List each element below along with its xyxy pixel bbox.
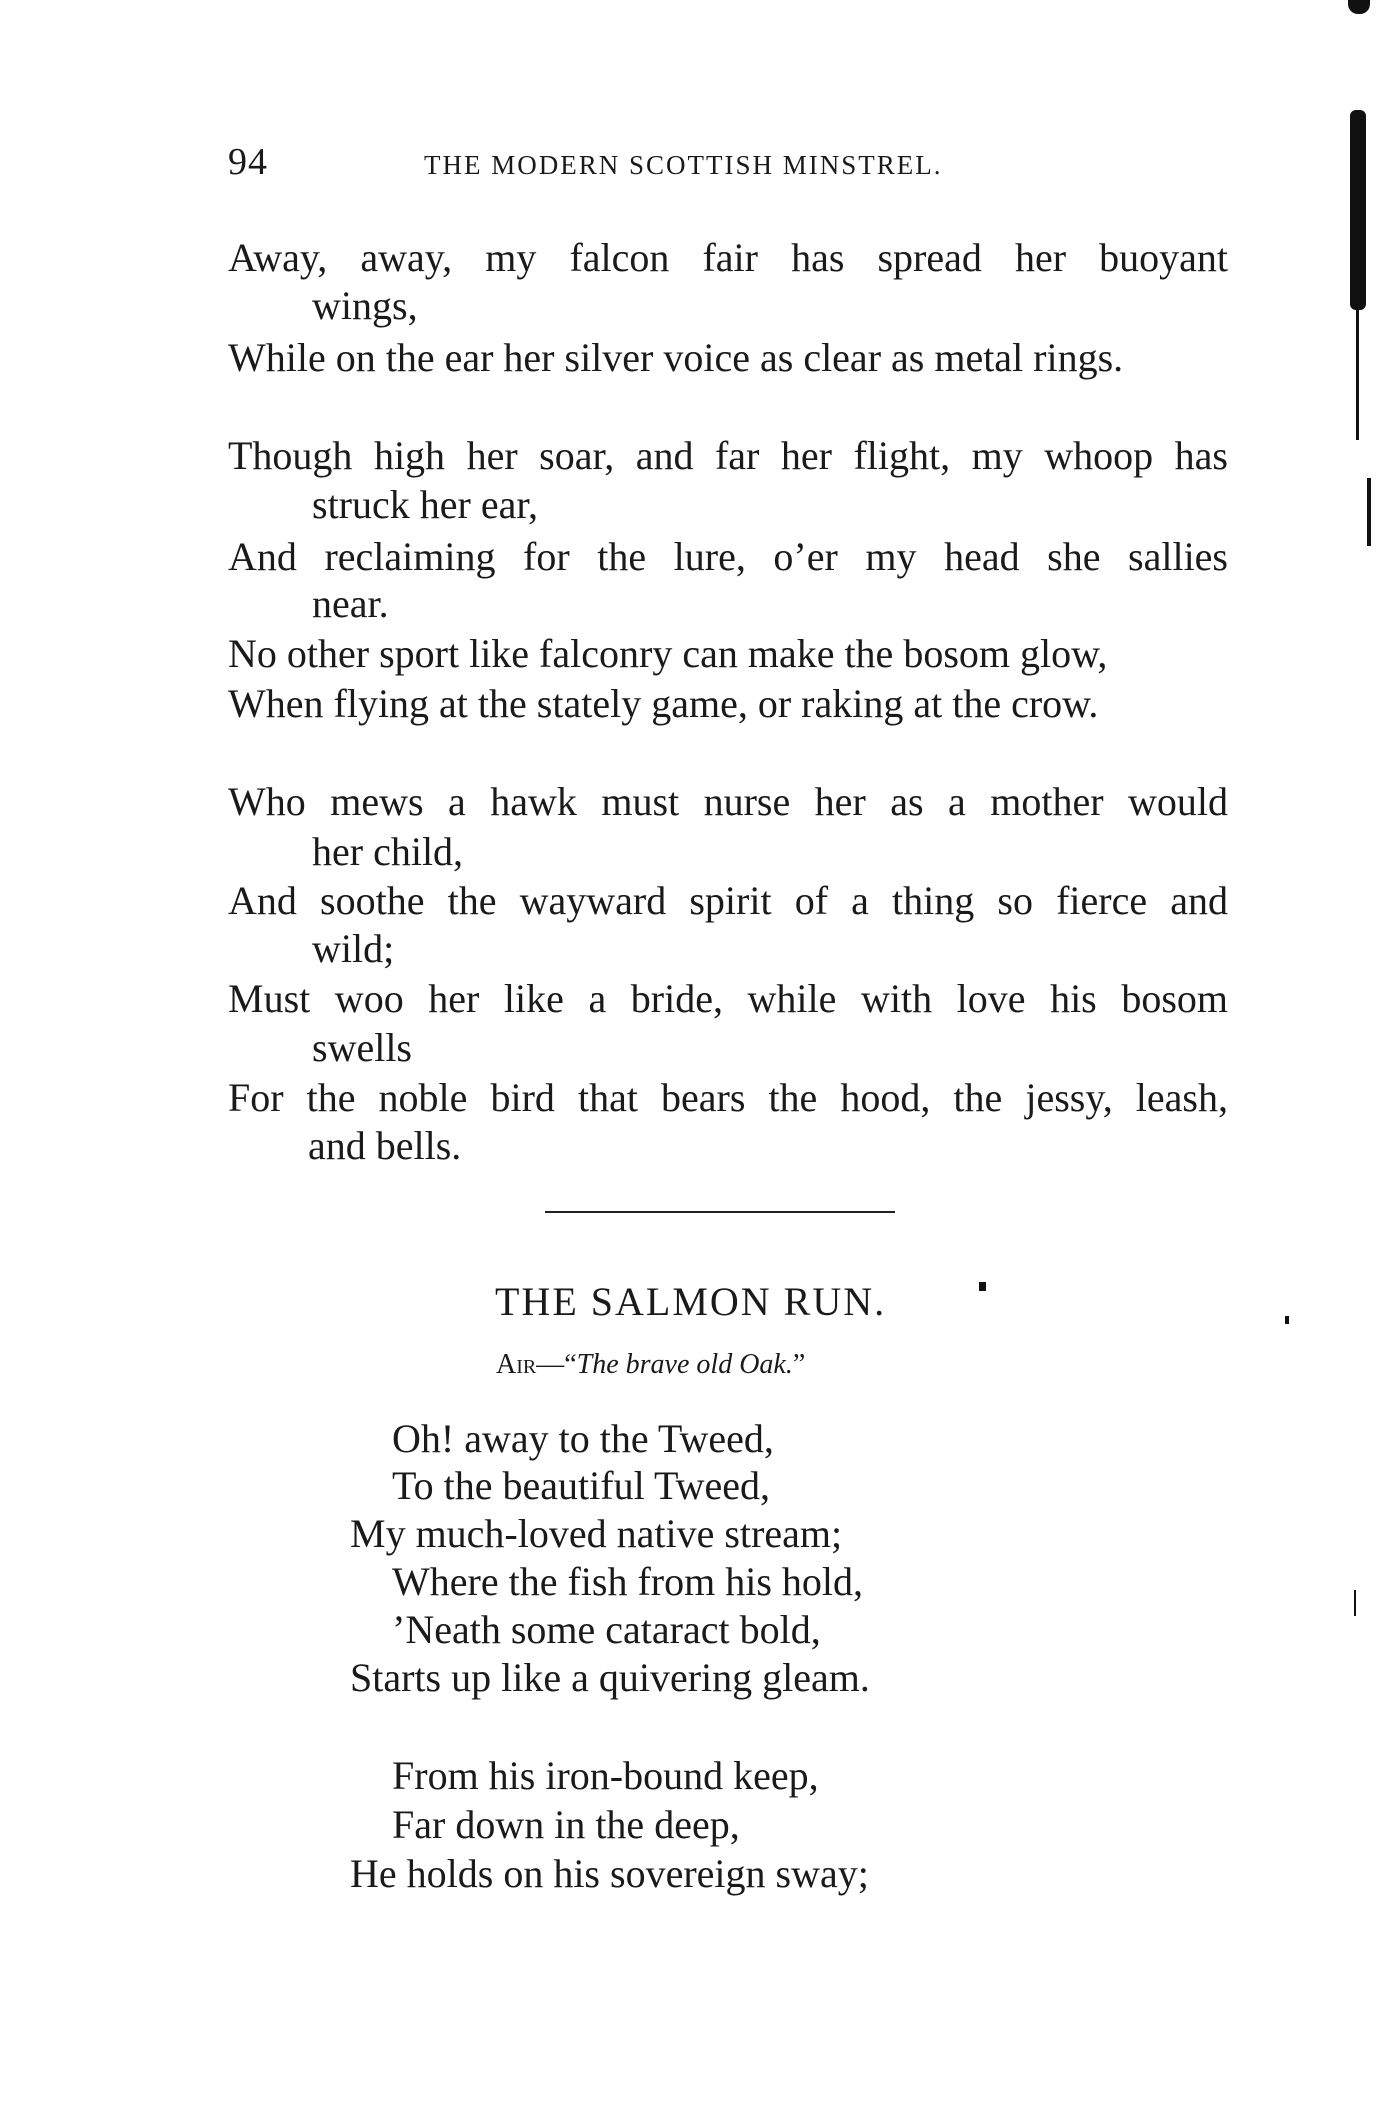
verse-line: Oh! away to the Tweed,: [392, 1416, 774, 1461]
poem-title: THE SALMON RUN.: [495, 1279, 887, 1324]
verse-line: Where the fish from his hold,: [392, 1559, 863, 1604]
air-suffix: ”: [792, 1349, 806, 1380]
verse-line: wings,: [312, 283, 418, 328]
verse-line: From his iron-bound keep,: [392, 1753, 819, 1798]
air-prefix: Air—“: [496, 1349, 577, 1380]
verse-line: Far down in the deep,: [392, 1802, 740, 1847]
scan-mark: [1354, 1590, 1356, 1616]
verse-line: For the noble bird that bears the hood, the jessy, leash,: [228, 1075, 1228, 1120]
scan-mark: [1285, 1316, 1289, 1324]
verse-line: And reclaiming for the lure, o’er my head she sallies: [228, 534, 1228, 579]
verse-line: swells: [312, 1025, 412, 1070]
scan-mark: [1350, 110, 1366, 310]
scan-mark: [979, 1282, 986, 1291]
scan-mark: [1348, 0, 1370, 14]
verse-line: Starts up like a quivering gleam.: [350, 1655, 870, 1700]
verse-line: When flying at the stately game, or raking at the crow.: [228, 681, 1099, 726]
verse-line: and bells.: [308, 1123, 462, 1168]
scan-mark: [1356, 300, 1359, 440]
scan-mark: [1367, 478, 1371, 546]
air-tune: The brave old Oak.: [576, 1349, 793, 1380]
verse-line: ’Neath some cataract bold,: [392, 1607, 821, 1652]
verse-line: While on the ear her silver voice as clear as metal rings.: [228, 335, 1124, 380]
verse-line: her child,: [312, 829, 464, 874]
verse-line: He holds on his sovereign sway;: [350, 1851, 869, 1896]
verse-line: To the beautiful Tweed,: [392, 1463, 770, 1508]
verse-line: Who mews a hawk must nurse her as a mother would: [228, 779, 1228, 824]
page-number: 94: [228, 141, 268, 183]
verse-line: struck her ear,: [312, 482, 539, 527]
section-divider: [545, 1211, 895, 1213]
verse-line: Must woo her like a bride, while with love his bosom: [228, 976, 1228, 1021]
verse-line: My much-loved native stream;: [350, 1511, 843, 1556]
verse-line: And soothe the wayward spirit of a thing so fierce and: [228, 878, 1228, 923]
verse-line: No other sport like falconry can make the bosom glow,: [228, 631, 1108, 676]
verse-line: wild;: [312, 926, 395, 971]
verse-line: Away, away, my falcon fair has spread her buoyant: [228, 235, 1228, 280]
verse-line: Though high her soar, and far her flight, my whoop has: [228, 433, 1228, 478]
verse-line: near.: [312, 581, 389, 626]
air-attribution: [496, 1349, 805, 1381]
running-head: THE MODERN SCOTTISH MINSTREL.: [424, 150, 943, 180]
